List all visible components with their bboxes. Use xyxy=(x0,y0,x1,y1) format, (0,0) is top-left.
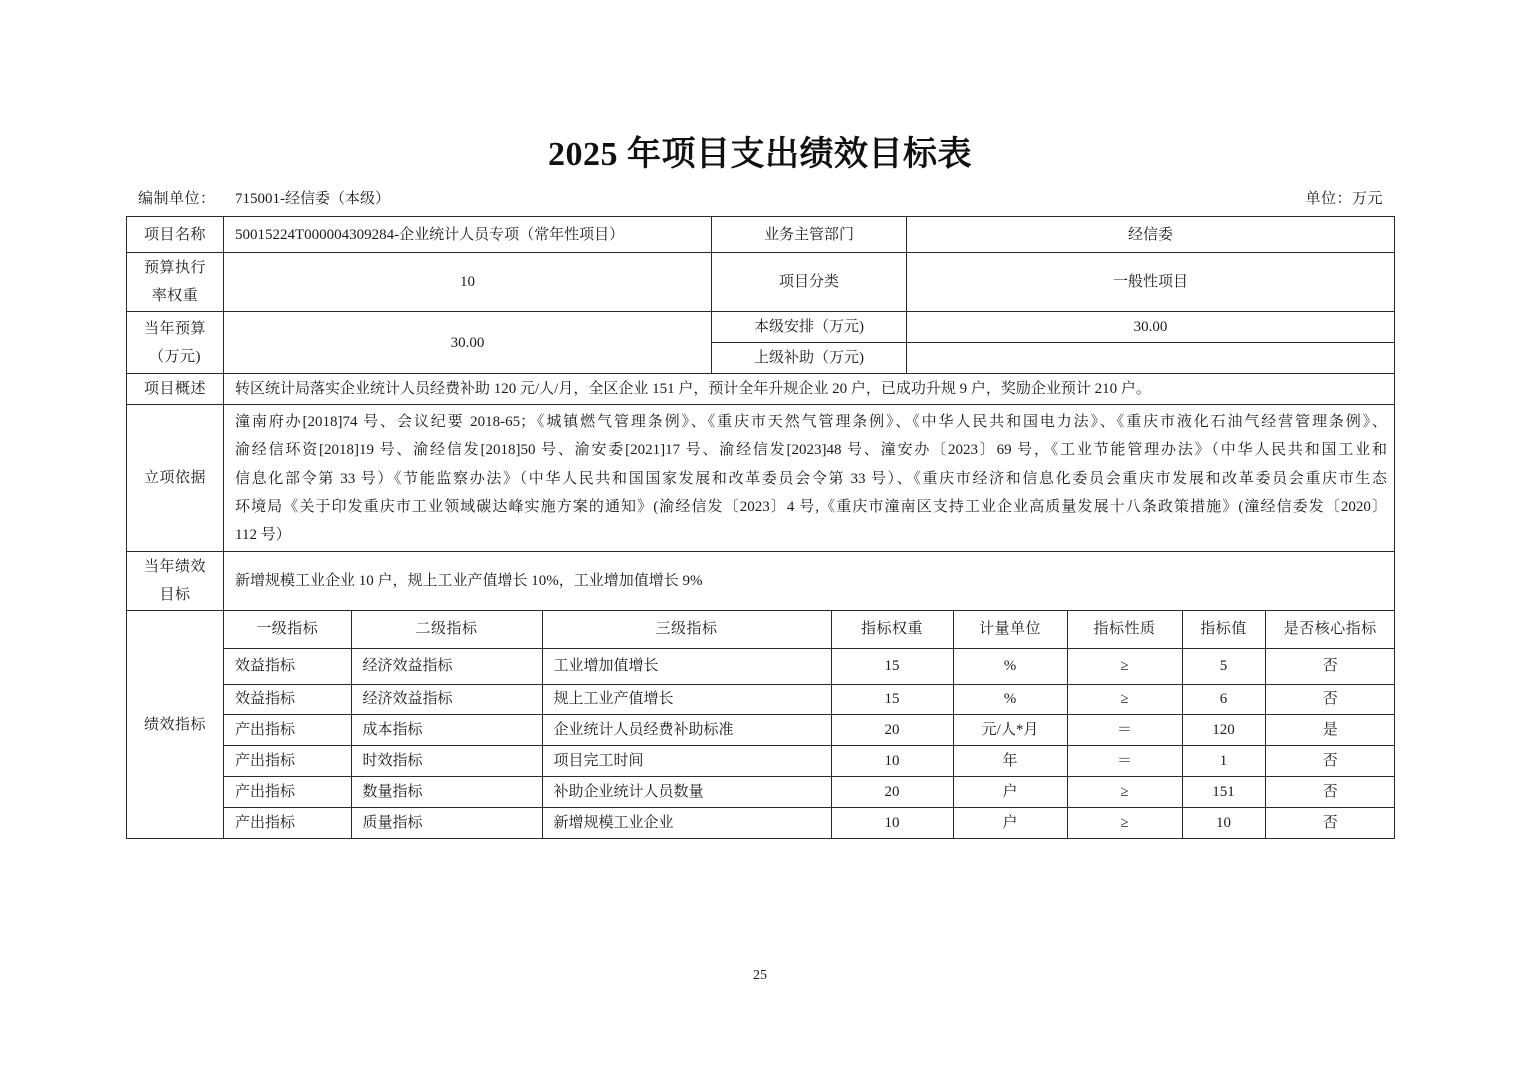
indicator-row xyxy=(224,714,1395,745)
category-value: 一般性项目 xyxy=(907,253,1395,312)
annual-budget-value: 30.00 xyxy=(224,312,712,374)
superior-subsidy-value xyxy=(907,343,1395,374)
basis-label: 立项依据 xyxy=(127,405,224,552)
indicator-is-core: 否 xyxy=(1265,807,1395,838)
indicator-weight: 15 xyxy=(831,648,953,684)
header-level2: 二级指标 xyxy=(351,611,542,648)
row-basis xyxy=(127,405,1395,552)
project-name-label: 项目名称 xyxy=(127,217,224,253)
indicator-row xyxy=(224,745,1395,776)
indicator-level3: 补助企业统计人员数量 xyxy=(542,776,831,807)
indicator-weight: 10 xyxy=(831,807,953,838)
annual-goal-label: 当年绩效目标 xyxy=(143,559,206,603)
indicator-nature: ≥ xyxy=(1067,648,1182,684)
row-annual-goal xyxy=(127,552,1395,611)
indicator-unit: % xyxy=(953,684,1067,714)
indicator-weight: 20 xyxy=(831,714,953,745)
indicator-level2: 数量指标 xyxy=(351,776,542,807)
row-performance-indicators xyxy=(127,611,1395,839)
department-label: 业务主管部门 xyxy=(712,217,907,253)
indicator-level2: 经济效益指标 xyxy=(351,648,542,684)
indicator-level1: 产出指标 xyxy=(224,807,351,838)
indicator-unit: 年 xyxy=(953,745,1067,776)
basis-line: 环境局《关于印发重庆市工业领域碳达峰实施方案的通知》(渝经信发〔2023〕4 号,《重庆市潼南区支持工业企业高质量发展十八条政策措施》(潼经信委发〔2020〕 xyxy=(235,498,1387,515)
category-label: 项目分类 xyxy=(712,253,907,312)
indicator-value: 10 xyxy=(1182,807,1265,838)
indicator-value: 120 xyxy=(1182,714,1265,745)
indicator-level2: 成本指标 xyxy=(351,714,542,745)
header-value: 指标值 xyxy=(1182,611,1265,648)
indicator-nature: ≥ xyxy=(1067,807,1182,838)
local-allocation-label: 本级安排（万元) xyxy=(712,312,907,343)
indicator-unit: 元/人*月 xyxy=(953,714,1067,745)
indicator-nature: ≥ xyxy=(1067,684,1182,714)
indicator-nature: ≥ xyxy=(1067,776,1182,807)
superior-subsidy-label: 上级补助（万元) xyxy=(712,343,907,374)
indicator-row xyxy=(224,684,1395,714)
performance-indicators-label: 绩效指标 xyxy=(127,611,224,839)
performance-target-table-body xyxy=(127,217,1395,839)
indicator-level1: 产出指标 xyxy=(224,745,351,776)
execution-rate-weight-label: 预算执行率权重 xyxy=(143,260,206,304)
page-number: 25 xyxy=(753,968,767,983)
indicator-level1: 产出指标 xyxy=(224,714,351,745)
page-title: 2025 年项目支出绩效目标表 xyxy=(548,136,972,173)
indicator-level3: 规上工业产值增长 xyxy=(542,684,831,714)
indicator-weight: 15 xyxy=(831,684,953,714)
indicator-is-core: 否 xyxy=(1265,745,1395,776)
header-level1: 一级指标 xyxy=(224,611,351,648)
indicator-is-core: 是 xyxy=(1265,714,1395,745)
indicator-level3: 企业统计人员经费补助标准 xyxy=(542,714,831,745)
basis-line: 信息化部令第 33 号）《节能监察办法》（中华人民共和国国家发展和改革委员会令第 33 号）、《重庆市经济和信息化委员会重庆市发展和改革委员会重庆市生态 xyxy=(235,470,1387,487)
indicator-value: 1 xyxy=(1182,745,1265,776)
indicator-value: 5 xyxy=(1182,648,1265,684)
basis-line: 潼南府办[2018]74 号、会议纪要 2018-65；《城镇燃气管理条例》、《重庆市天然气管理条例》、《中华人民共和国电力法》、《重庆市液化石油气经营管理条例》、 xyxy=(235,414,1387,430)
indicator-unit: 户 xyxy=(953,807,1067,838)
basis-line: 渝经信环资[2018]19 号、渝经信发[2018]50 号、渝安委[2021]17 号、渝经信发[2023]48 号、潼安办〔2023〕69 号，《工业节能管理办法》（中华人民共和国工业和 xyxy=(235,442,1387,459)
indicator-is-core: 否 xyxy=(1265,648,1395,684)
indicator-level3: 工业增加值增长 xyxy=(542,648,831,684)
indicator-value: 6 xyxy=(1182,684,1265,714)
basis-line: 112 号） xyxy=(235,527,291,544)
indicator-nature: ＝ xyxy=(1067,714,1182,745)
indicator-level2: 质量指标 xyxy=(351,807,542,838)
indicator-nature: ＝ xyxy=(1067,745,1182,776)
indicator-is-core: 否 xyxy=(1265,684,1395,714)
indicator-unit: 户 xyxy=(953,776,1067,807)
unit-note: 单位：万元 xyxy=(1305,191,1383,207)
indicator-row xyxy=(224,648,1395,684)
indicator-is-core: 否 xyxy=(1265,776,1395,807)
execution-rate-weight-label-cell xyxy=(127,253,224,312)
row-annual-budget xyxy=(127,312,1395,343)
indicator-header-row xyxy=(224,611,1395,648)
indicator-table-body xyxy=(224,611,1395,838)
row-project-name xyxy=(127,217,1395,253)
indicator-table xyxy=(224,611,1395,838)
indicator-level1: 效益指标 xyxy=(224,648,351,684)
project-name-value: 50015224T000004309284-企业统计人员专项（常年性项目） xyxy=(224,217,712,253)
header-weight: 指标权重 xyxy=(831,611,953,648)
annual-goal-label-cell xyxy=(127,552,224,611)
performance-target-table xyxy=(126,216,1395,839)
row-execution-rate xyxy=(127,253,1395,312)
annual-budget-label-cell xyxy=(127,312,224,374)
department-value: 经信委 xyxy=(907,217,1395,253)
compiler-value: 715001-经信委（本级） xyxy=(235,191,390,207)
header-is-core: 是否核心指标 xyxy=(1265,611,1395,648)
indicator-row xyxy=(224,776,1395,807)
row-overview xyxy=(127,374,1395,405)
basis-text xyxy=(224,405,1395,552)
annual-goal-value: 新增规模工业企业 10 户，规上工业产值增长 10%，工业增加值增长 9% xyxy=(224,552,1395,611)
indicator-level2: 经济效益指标 xyxy=(351,684,542,714)
indicator-level3: 新增规模工业企业 xyxy=(542,807,831,838)
compiler-label: 编制单位： xyxy=(138,191,216,207)
header-nature: 指标性质 xyxy=(1067,611,1182,648)
indicator-level3: 项目完工时间 xyxy=(542,745,831,776)
local-allocation-value: 30.00 xyxy=(907,312,1395,343)
compiler-info xyxy=(138,188,390,210)
execution-rate-weight-value: 10 xyxy=(224,253,712,312)
indicator-level1: 产出指标 xyxy=(224,776,351,807)
indicator-level1: 效益指标 xyxy=(224,684,351,714)
indicator-weight: 20 xyxy=(831,776,953,807)
indicator-value: 151 xyxy=(1182,776,1265,807)
indicator-row xyxy=(224,807,1395,838)
header-unit: 计量单位 xyxy=(953,611,1067,648)
overview-label: 项目概述 xyxy=(127,374,224,405)
header-level3: 三级指标 xyxy=(542,611,831,648)
indicator-weight: 10 xyxy=(831,745,953,776)
indicator-level2: 时效指标 xyxy=(351,745,542,776)
indicator-unit: % xyxy=(953,648,1067,684)
overview-value: 转区统计局落实企业统计人员经费补助 120 元/人/月，全区企业 151 户，预计全年升规企业 20 户，已成功升规 9 户，奖励企业预计 210 户。 xyxy=(224,374,1395,405)
annual-budget-label: 当年预算（万元) xyxy=(143,320,206,365)
indicator-table-cell xyxy=(224,611,1395,839)
